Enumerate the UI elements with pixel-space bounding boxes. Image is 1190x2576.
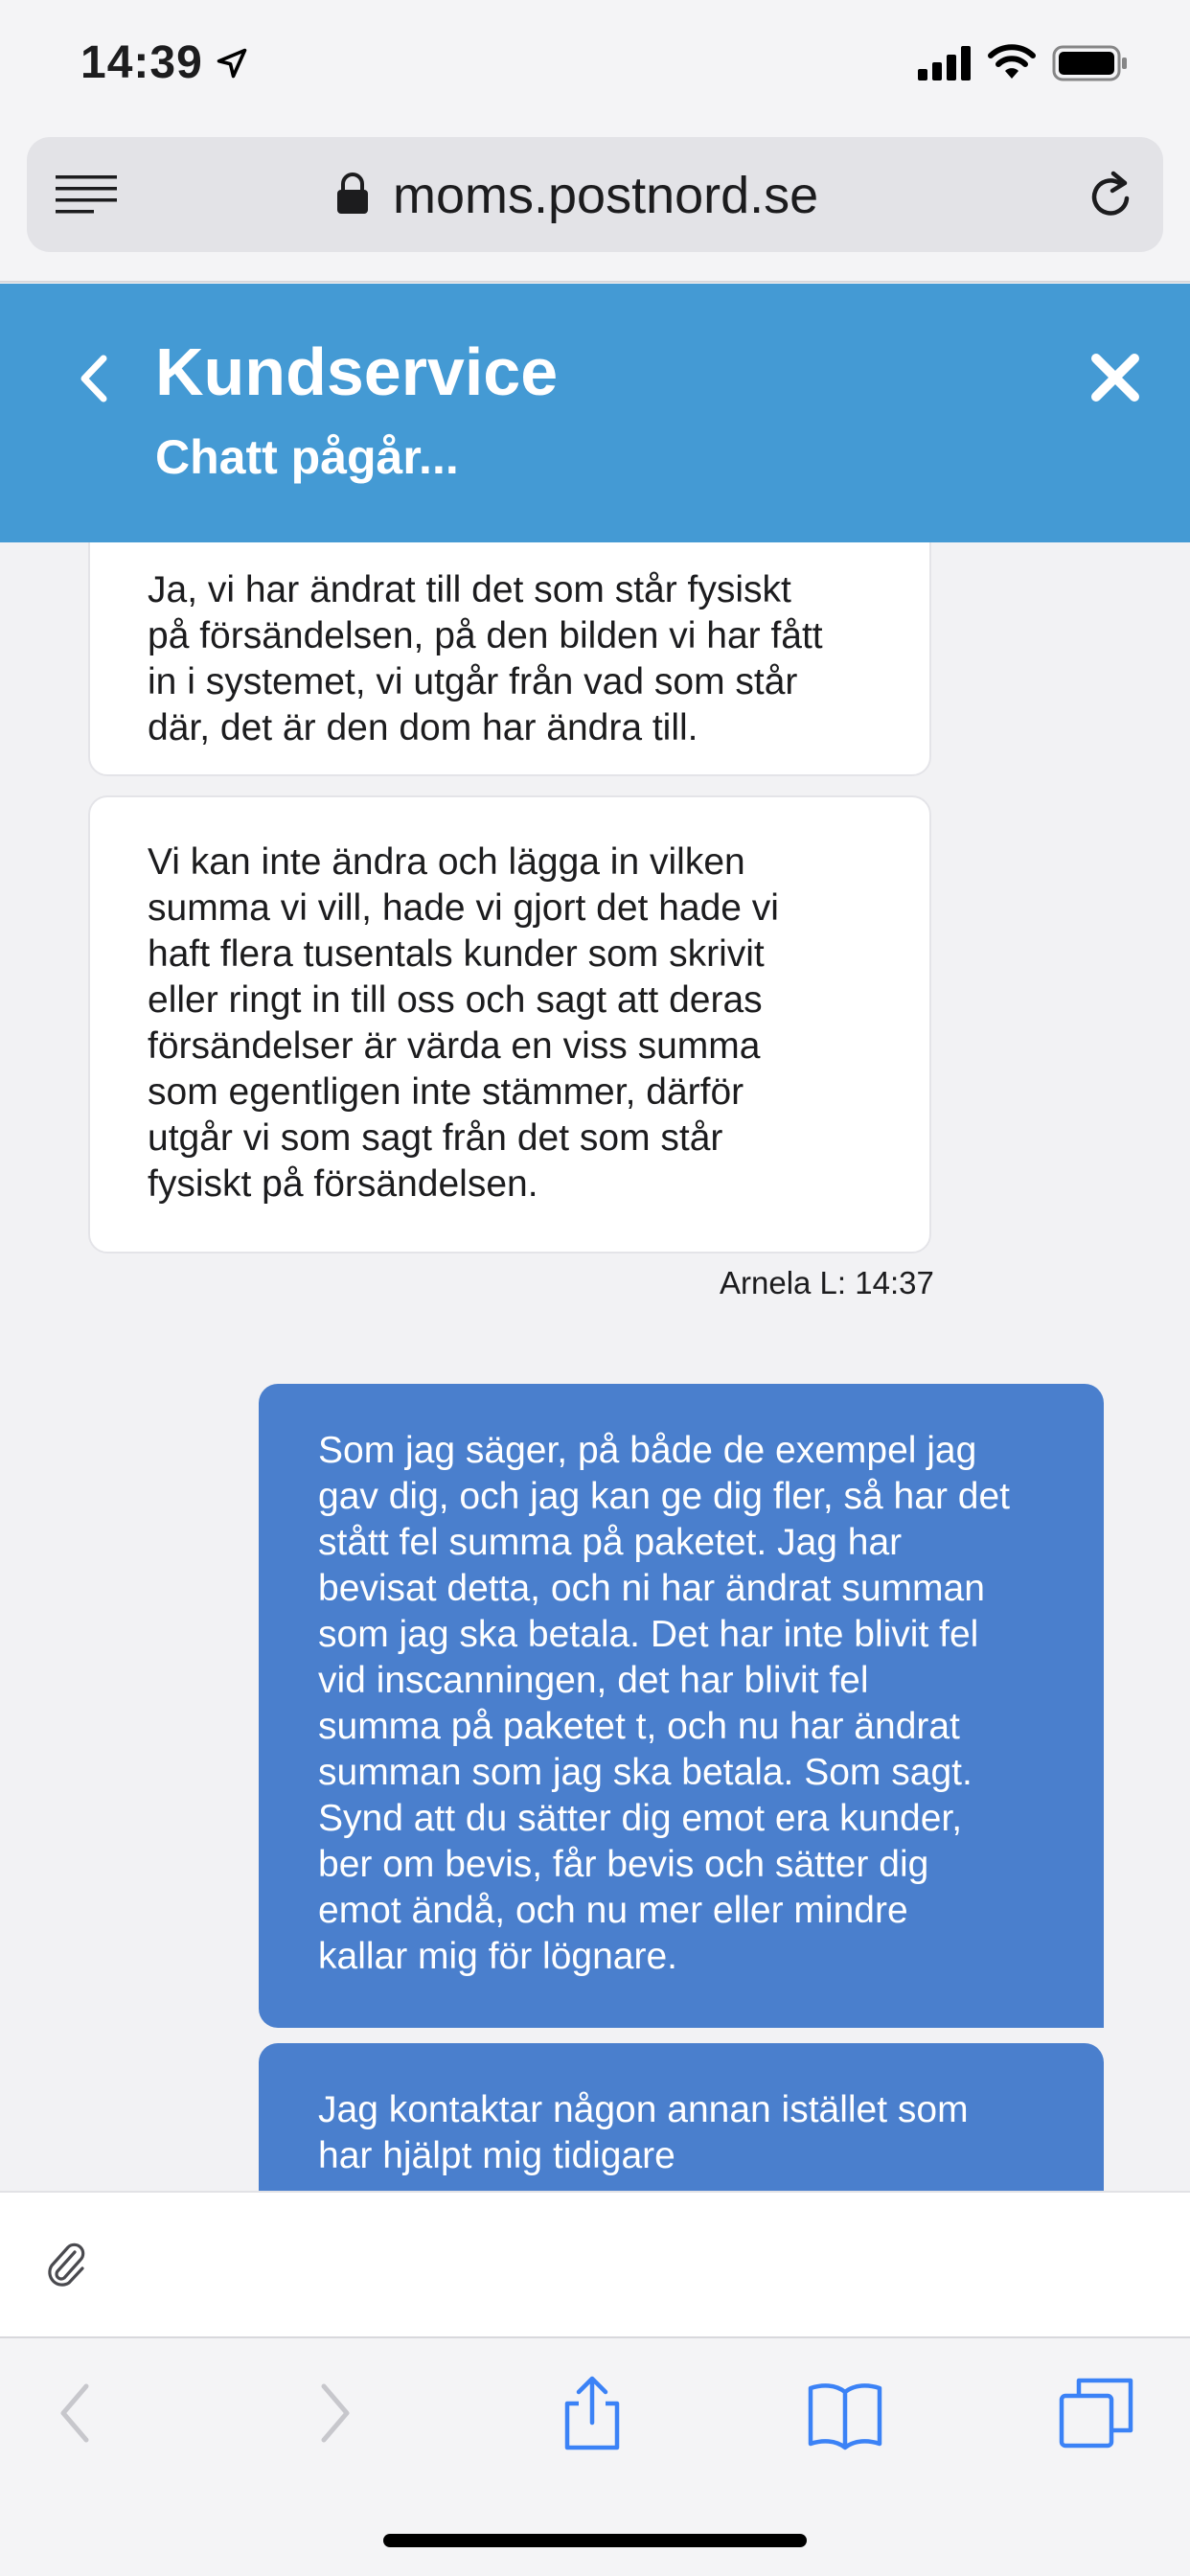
location-arrow-icon bbox=[215, 46, 249, 80]
home-indicator[interactable] bbox=[383, 2534, 807, 2547]
paperclip-icon[interactable] bbox=[46, 2241, 88, 2288]
chat-title: Kundservice bbox=[155, 334, 559, 409]
agent-message bbox=[88, 795, 931, 1254]
wifi-icon bbox=[987, 42, 1037, 80]
agent-name-time: Arnela L: 14:37 bbox=[720, 1265, 934, 1300]
lock-icon bbox=[335, 172, 370, 216]
battery-icon bbox=[1052, 44, 1129, 82]
message-text: Jag kontaktar någon annan istället som har hjälpt mig tidigare bbox=[318, 2089, 969, 2176]
chat-messages[interactable] bbox=[0, 542, 1190, 2191]
menu-icon[interactable] bbox=[56, 173, 117, 218]
bookmarks-icon[interactable] bbox=[807, 2375, 883, 2451]
chat-status: Chatt pågår... bbox=[155, 430, 459, 484]
address-bar[interactable] bbox=[27, 137, 1163, 252]
url-text[interactable]: moms.postnord.se bbox=[393, 167, 819, 224]
signal-icon bbox=[918, 46, 973, 80]
message-input-bar[interactable] bbox=[0, 2191, 1190, 2336]
forward-arrow-icon[interactable] bbox=[297, 2375, 374, 2451]
tabs-icon[interactable] bbox=[1058, 2375, 1134, 2451]
back-arrow-icon[interactable] bbox=[36, 2375, 113, 2451]
share-icon[interactable] bbox=[554, 2375, 630, 2451]
message-text: Som jag säger, på både de exempel jag gav dig, och jag kan ge dig fler, så har det stått fel summa på paketet. Jag har bevisat detta, och ni har ändrat summan som jag ska betala. Det har inte blivit fel vid inscanningen, det har blivit fel summa på paketet t, och nu har ändrat summan som jag ska betala. Som sagt. Synd att du sätter dig emot era kunder, ber om bevis, får bevis och sätter dig emot ändå, och nu mer eller mindre kallar mig för lögnare. bbox=[318, 1430, 1010, 1977]
status-bar bbox=[0, 0, 1190, 129]
back-chevron-icon[interactable] bbox=[75, 353, 113, 404]
chat-header bbox=[0, 284, 1190, 542]
message-text: Ja, vi har ändrat till det som står fysiskt på försändelsen, på den bilden vi har fått in i systemet, vi utgår från vad som står där, det är den dom har ändra till. bbox=[148, 569, 823, 748]
user-message bbox=[259, 1384, 1104, 2028]
status-time: 14:39 bbox=[80, 37, 203, 88]
browser-address-area bbox=[0, 129, 1190, 283]
agent-message bbox=[88, 542, 931, 776]
close-icon[interactable] bbox=[1088, 351, 1142, 404]
user-message bbox=[259, 2043, 1104, 2191]
reload-icon[interactable] bbox=[1085, 170, 1136, 221]
message-text: Vi kan inte ändra och lägga in vilken summa vi vill, hade vi gjort det hade vi haft flera tusentals kunder som skrivit eller ringt in till oss och sagt att deras försändelser är värda en viss summa som egentligen inte stämmer, därför utgår vi som sagt från det som står fysiskt på försändelsen. bbox=[148, 841, 779, 1205]
